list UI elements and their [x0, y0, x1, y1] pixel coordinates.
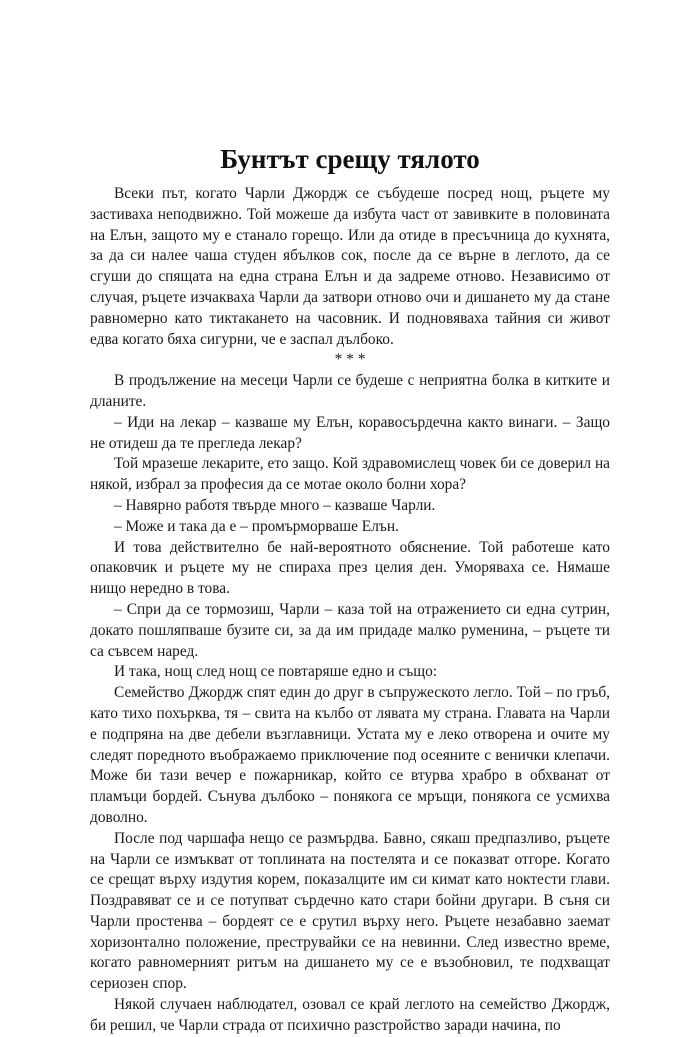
paragraph: И така, нощ след нощ се повтаряше едно и също:: [114, 663, 438, 681]
paragraph: Всеки път, когато Чарли Джордж се събудеше посред нощ, ръцете му застиваха неподвижно. Той можеше да избута част от завивките в половината на Елън, защото му е станало горещо. Или да отиде в пресъчница до кухнята, за да си налее чаша студен ябълков сок, после да се върне в леглото, да се сгуши до спящата на една страна Елън и да задреме отново. Независимо от случая, ръцете изчакваха Чарли да затвори отново очи и дишането му да стане равномерно като тиктакането на часовник. И подновяваха тайния си живот едва когато бяха сигурни, че е заспал дълбоко.: [90, 185, 610, 348]
paragraph: – Иди на лекар – казваше му Елън, коравосърдечна както винаги. – Защо не отидеш да те прегледа лекар?: [90, 413, 610, 452]
paragraph: После под чаршафа нещо се размърдва. Бавно, сякаш предпазливо, ръцете на Чарли се измъкват от топлината на постелята и се показват отгоре. Когато се срещат върху издутия корем, показалците им си кимат като ноктести глави. Поздравяват се и се потупват сърдечно като стари бойни другари. В съня си Чарли простенва – бордеят се е срутил върху него. Ръцете незабавно заемат хоризонтално положение, преструвайки се на невинни. След известно време, когато равномерният ритъм на дишането му се е възобновил, те подхващат сериозен спор.: [90, 829, 610, 993]
paragraph: Семейство Джордж спят един до друг в съпружеското легло. Той – по гръб, като тихо похърква, тя – свита на кълбо от лявата му страна. Главата на Чарли е подпряна на две дебели възглавници. Устата му е леко отворена и очите му следят поредното въображаемо приключение под осеяните с венички клепачи. Може би тази вечер е пожарникар, който се втурва храбро в обхванат от пламъци бордей. Сънува дълбоко – понякога се мръщи, понякога се усмихва доволно.: [90, 684, 610, 826]
paragraph: – Може и така да е – промърморваше Елън.: [114, 517, 399, 535]
chapter-title: Бунтът срещу тялото: [220, 144, 480, 174]
section-separator: * * *: [334, 351, 366, 369]
paragraph: – Спри да се тормозиш, Чарли – каза той на отражението си една сутрин, докато пошляпваше бузите си, за да им придаде малко руменина, – ръцете ти са съвсем наред.: [90, 600, 610, 660]
paragraph: И това действително бе най-вероятното обяснение. Той работеше като опаковчик и ръцете му не спираха през целия ден. Уморяваха се. Нямаше нищо нередно в това.: [90, 538, 610, 598]
body-text: [90, 184, 610, 1037]
paragraph: Някой случаен наблюдател, озовал се край леглото на семейство Джордж, би решил, че Чарли страда от психично разстройство заради начина, по: [90, 996, 610, 1034]
paragraph: В продължение на месеци Чарли се будеше с неприятна болка в китките и дланите.: [90, 372, 610, 410]
paragraph: Той мразеше лекарите, ето защо. Кой здравомислещ човек би се доверил на някой, избрал за професия да се мотае около болни хора?: [90, 455, 611, 494]
paragraph: – Навярно работя твърде много – казваше Чарли.: [114, 496, 436, 514]
